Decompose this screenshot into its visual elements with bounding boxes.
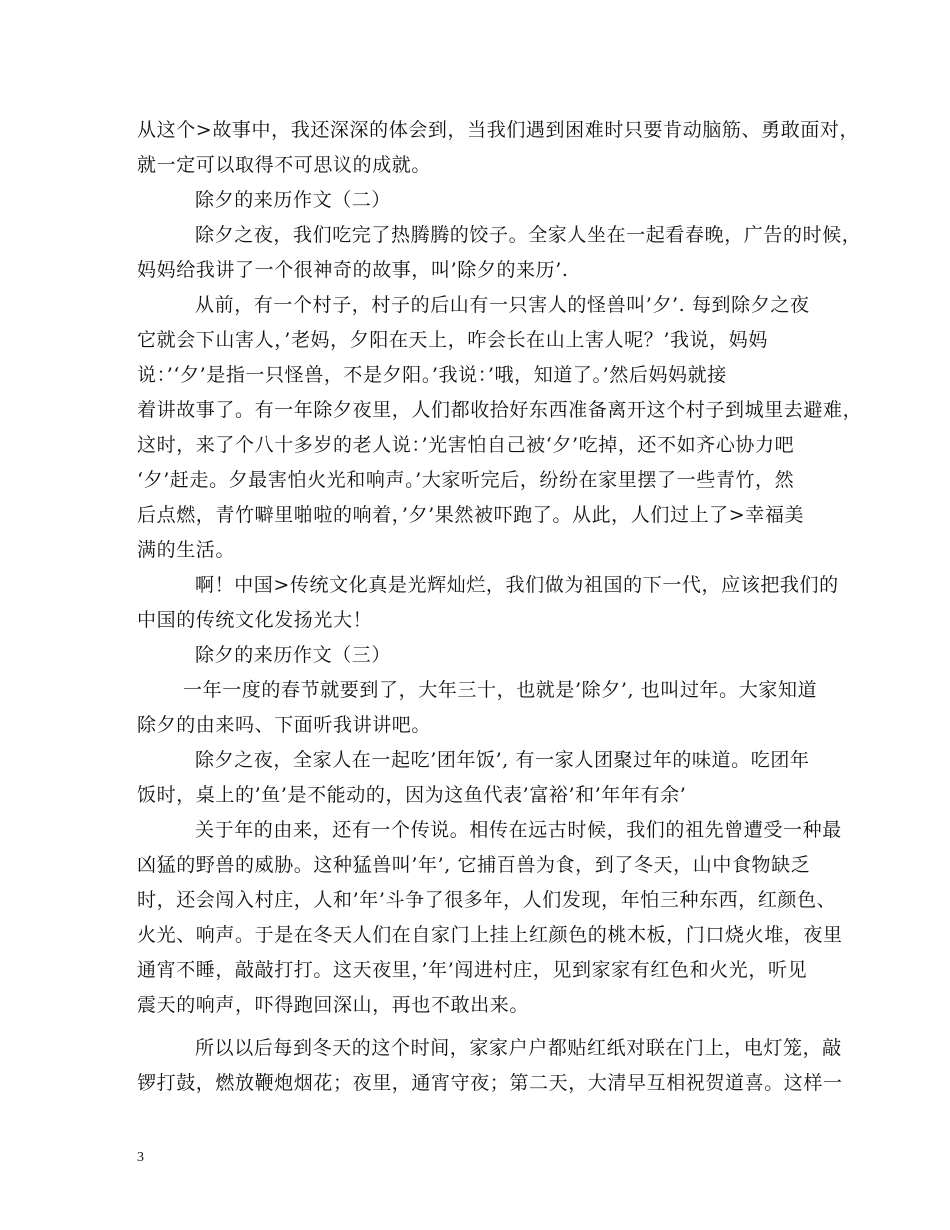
text-line: 后点燃，青竹噼里啪啦的响着，’夕’果然被吓跑了。从此，人们过上了>幸福美 [137,504,805,526]
text-line: 啊！中国>传统文化真是光辉灿烂，我们做为祖国的下一代，应该把我们的 [195,574,839,596]
text-line: 所以以后每到冬天的这个时间，家家户户都贴红纸对联在门上，电灯笼，敲 [195,1037,842,1059]
text-line: 中国的传统文化发扬光大！ [137,609,373,631]
text-line: 除夕之夜，我们吃完了热腾腾的饺子。全家人坐在一起看春晚，广告的时候， [195,224,862,246]
text-line: 这时，来了个八十多岁的老人说：’光害怕自己被‘夕’吃掉，还不如齐心协力吧 [137,434,795,456]
text-line: 一年一度的春节就要到了，大年三十，也就是’除夕’, 也叫过年。大家知道 [183,679,818,701]
text-line: 锣打鼓，燃放鞭炮烟花；夜里，通宵守夜；第二天，大清早互相祝贺道喜。这样一 [137,1072,843,1094]
text-line: ‘夕’赶走。夕最害怕火光和响声。’大家听完后，纷纷在家里摆了一些青竹，然 [137,469,795,491]
text-line: 从这个>故事中，我还深深的体会到，当我们遇到困难时只要肯动脑筋、勇敢面对， [137,119,860,141]
text-line: 饭时，桌上的’鱼’是不能动的，因为这鱼代表’富裕’和’年年有余’ [137,784,687,806]
text-line: 满的生活。 [137,539,236,561]
section-heading: 除夕的来历作文（二） [195,189,392,211]
text-line: 凶猛的野兽的威胁。这种猛兽叫’年’, 它捕百兽为食，到了冬天，山中食物缺乏 [137,854,811,876]
text-line: 除夕的由来吗、下面听我讲讲吧。 [137,714,432,736]
text-line: 从前，有一个村子，村子的后山有一只害人的怪兽叫’夕’. 每到除夕之夜 [195,294,810,316]
text-line: 震天的响声，吓得跑回深山，再也不敢出来。 [137,994,530,1016]
text-line: 除夕之夜，全家人在一起吃’团年饭’, 有一家人团聚过年的味道。吃团年 [195,749,810,771]
text-line: 关于年的由来，还有一个传说。相传在远古时候，我们的祖先曾遭受一种最 [195,819,842,841]
text-line: 就一定可以取得不可思议的成就。 [137,154,432,176]
text-line: 它就会下山害人，’老妈，夕阳在天上，咋会长在山上害人呢？’我说，妈妈 [137,329,768,351]
page-number: 3 [137,1150,144,1165]
text-line: 火光、响声。于是在冬天人们在自家门上挂上红颜色的桃木板，门口烧火堆，夜里 [137,924,843,946]
section-heading: 除夕的来历作文（三） [195,644,392,666]
text-line: 妈妈给我讲了一个很神奇的故事，叫’除夕的来历’. [137,259,569,281]
text-line: 着讲故事了。有一年除夕夜里，人们都收拾好东西准备离开这个村子到城里去避难， [137,399,863,421]
text-line: 说：’‘夕’是指一只怪兽，不是夕阳。’我说：’哦，知道了。’然后妈妈就接 [137,364,727,386]
text-line: 通宵不睡，敲敲打打。这天夜里，’年’闯进村庄，见到家家有红色和火光，听见 [137,959,808,981]
text-line: 时，还会闯入村庄，人和’年’斗争了很多年，人们发现，年怕三种东西，红颜色、 [137,889,837,911]
